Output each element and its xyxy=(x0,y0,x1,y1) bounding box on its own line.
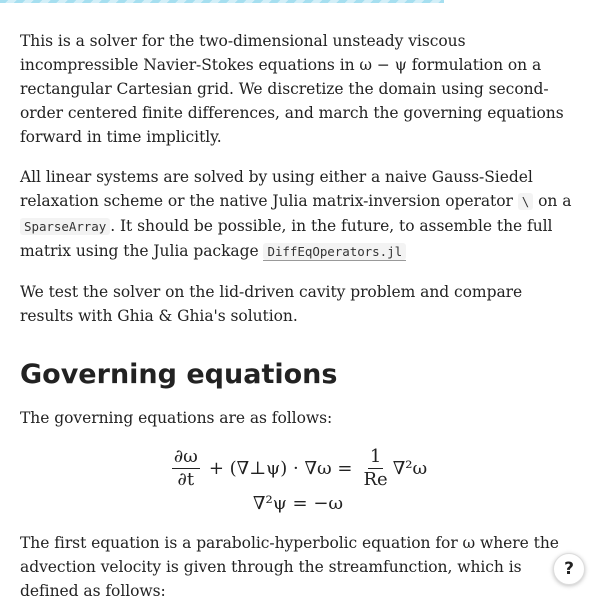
diffeqoperators-link[interactable] xyxy=(263,242,406,261)
reading-progress-bar xyxy=(0,0,600,3)
help-button[interactable] xyxy=(553,553,585,585)
fraction-numerator: ∂ω xyxy=(173,446,198,467)
intro-p2-text-a: All linear systems are solved by using either a naive Gauss-Siedel relaxation scheme or the native Julia matrix-inversion operator xyxy=(20,168,533,210)
fraction-denominator: ∂t xyxy=(177,469,195,490)
governing-paragraph-2: The first equation is a parabolic-hyperbolic equation for ω where the advection velocity is given through the streamfunction, which is defined as follows: xyxy=(20,534,559,600)
sparsearray-code: SparseArray xyxy=(20,218,110,235)
backslash-operator-code: \ xyxy=(518,193,533,210)
intro-paragraph-1: This is a solver for the two-dimensional unsteady viscous incompressible Navier-Stokes equations in ω − ψ formulation on a rectangular Cartesian grid. We discretize the domain using second-order centered finite differences, and march the governing equations forward in time implicitly. xyxy=(20,32,564,146)
intro-paragraph-2 xyxy=(20,165,576,264)
section-heading-governing-equations: Governing equations xyxy=(20,359,338,390)
fraction-denominator: Re xyxy=(363,469,388,490)
article-content xyxy=(20,29,576,600)
vorticity-transport-equation xyxy=(169,446,427,491)
advection-term: + (∇⊥ψ) · ∇ω = xyxy=(208,457,353,479)
intro-p2-text-c: . It should be possible, in the future, to assemble the full matrix using the Julia package xyxy=(20,217,553,260)
fraction-numerator: 1 xyxy=(369,446,382,467)
diffeqoperators-code: DiffEqOperators.jl xyxy=(263,243,406,260)
poisson-equation: ∇²ψ = −ω xyxy=(252,493,344,514)
intro-p2-text-b: on a xyxy=(538,192,572,210)
equation-block xyxy=(20,444,576,517)
question-mark-icon: ? xyxy=(564,559,574,579)
reynolds-fraction xyxy=(362,446,390,491)
time-derivative-fraction xyxy=(172,446,200,491)
diffusion-term: ∇²ω xyxy=(392,457,428,479)
reading-progress-fill xyxy=(0,0,444,3)
governing-intro-paragraph: The governing equations are as follows: xyxy=(20,409,333,427)
intro-paragraph-3: We test the solver on the lid-driven cavity problem and compare results with Ghia & Ghia's solution. xyxy=(20,283,523,325)
